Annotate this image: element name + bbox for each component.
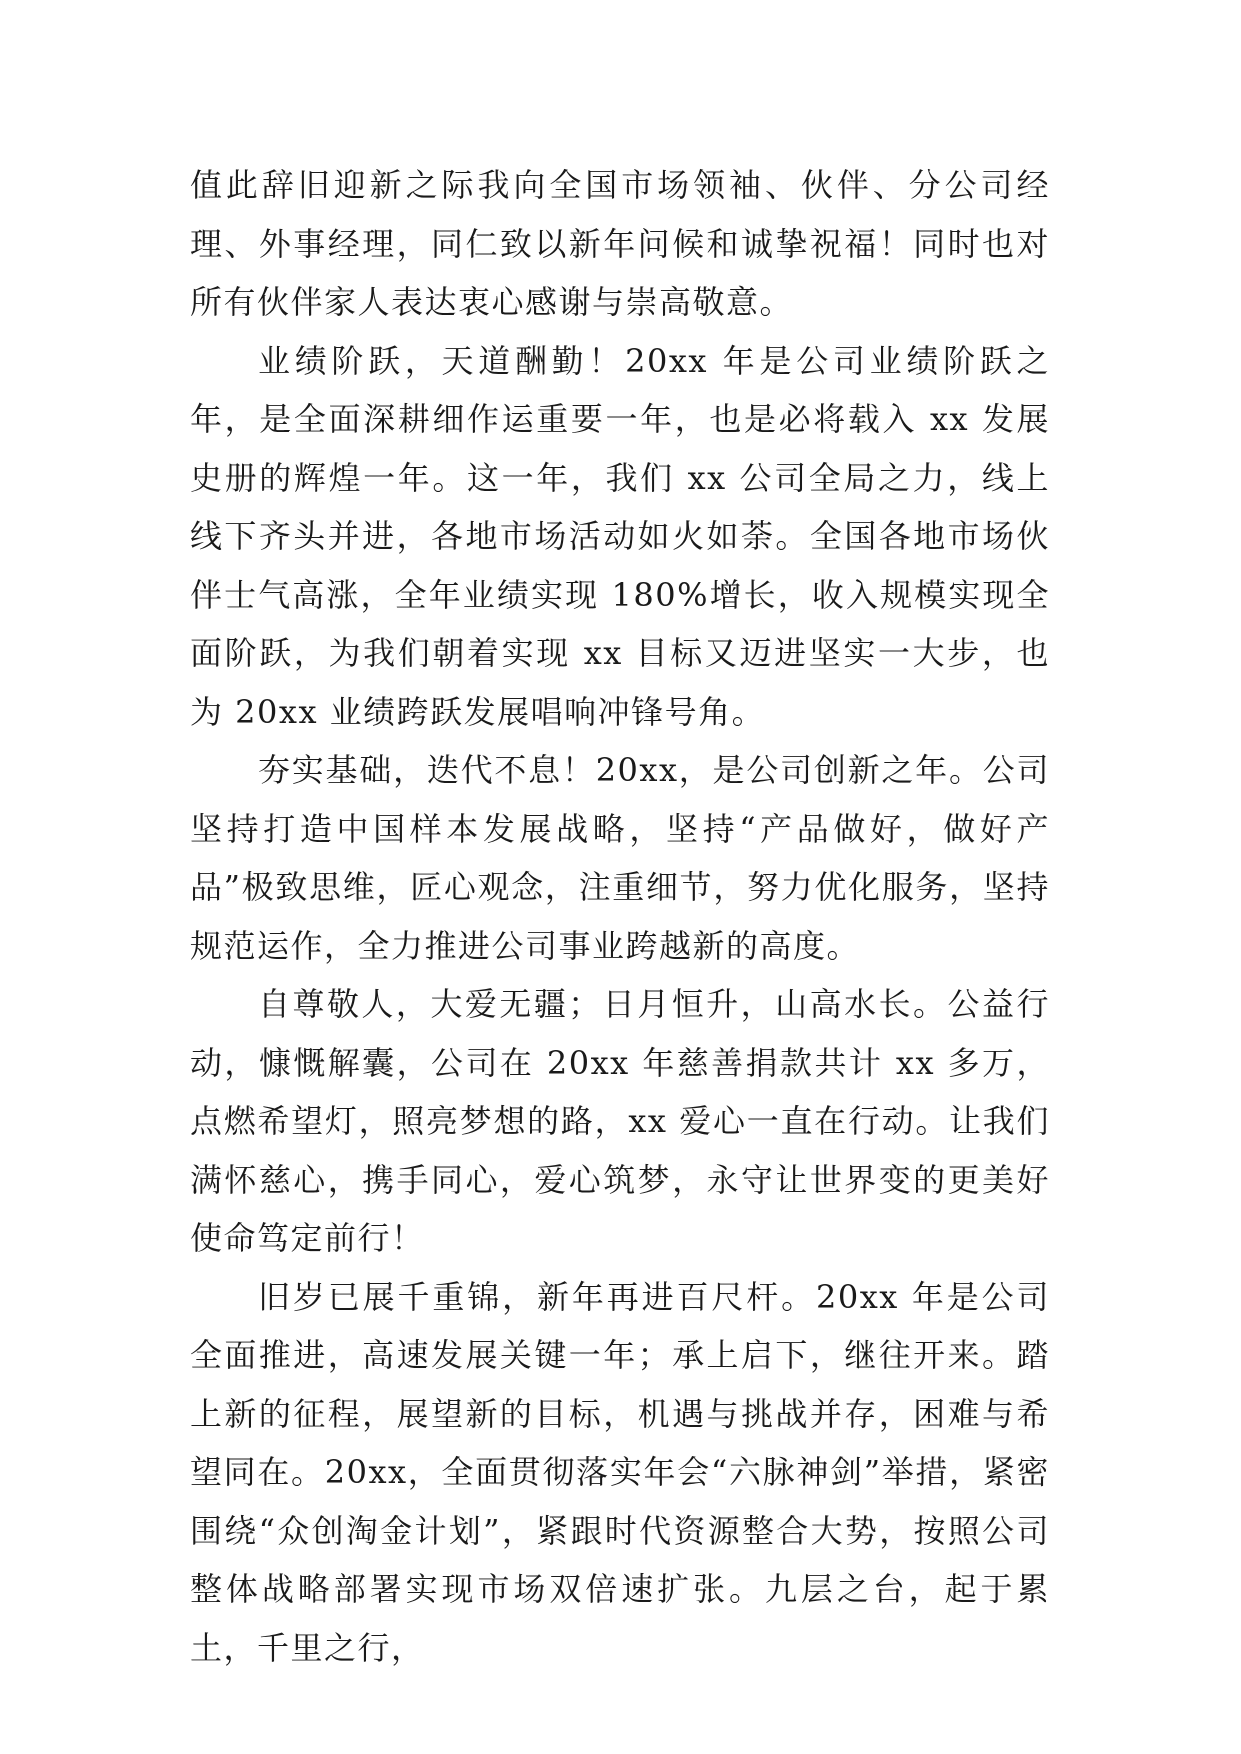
paragraph-greeting: 值此辞旧迎新之际我向全国市场领袖、伙伴、分公司经理、外事经理，同仁致以新年问候和诚挚祝福！同时也对所有伙伴家人表达衷心感谢与崇高敬意。 (190, 166, 1050, 321)
paragraph-new-year: 旧岁已展千重锦，新年再进百尺杆。20xx 年是公司全面推进，高速发展关键一年；承上启下，继往开来。踏上新的征程，展望新的目标，机遇与挑战并存，困难与希望同在。20xx，全面贯彻落实年会“六脉神剑”举措，紧密围绕“众创淘金计划”，紧跟时代资源整合大势，按照公司整体战略部署实现市场双倍速扩张。九层之台，起于累土，千里之行， (190, 1277, 1050, 1667)
paragraph-foundation: 夯实基础，迭代不息！20xx，是公司创新之年。公司坚持打造中国样本发展战略，坚持“产品做好，做好产品”极致思维，匠心观念，注重细节，努力优化服务，坚持规范运作，全力推进公司事业跨越新的高度。 (190, 751, 1050, 965)
paragraph-charity: 自尊敬人，大爱无疆；日月恒升，山高水长。公益行动，慷慨解囊，公司在 20xx 年慈善捐款共计 xx 多万，点燃希望灯，照亮梦想的路，xx 爱心一直在行动。让我们满怀慈心，携手同心，爱心筑梦，永守让世界变的更美好使命笃定前行！ (190, 985, 1050, 1257)
document-body (190, 156, 1050, 1677)
paragraph-performance: 业绩阶跃，天道酬勤！20xx 年是公司业绩阶跃之年，是全面深耕细作运重要一年，也是必将载入 xx 发展史册的辉煌一年。这一年，我们 xx 公司全局之力，线上线下齐头并进，各地市场活动如火如荼。全国各地市场伙伴士气高涨，全年业绩实现 180%增长，收入规模实现全面阶跃，为我们朝着实现 xx 目标又迈进坚实一大步，也为 20xx 业绩跨跃发展唱响冲锋号角。 (190, 341, 1050, 731)
